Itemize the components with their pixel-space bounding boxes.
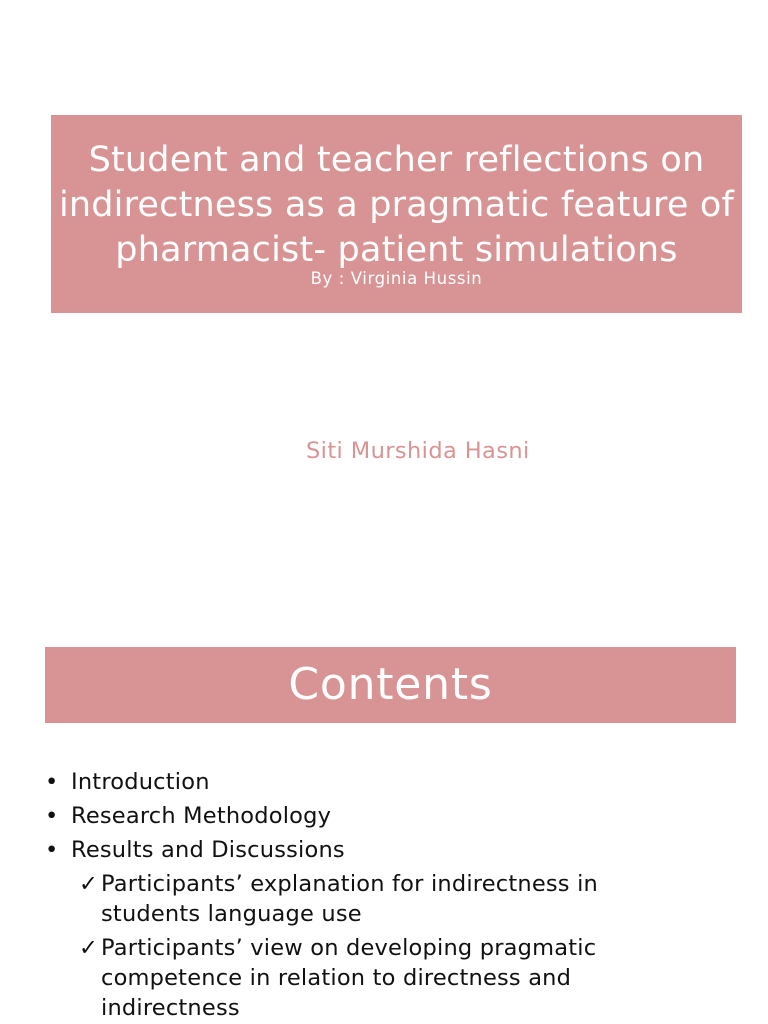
list-item [45, 801, 745, 831]
presenter-name: Siti Murshida Hasni [306, 438, 530, 464]
checkmark-icon: ✓ [79, 935, 99, 961]
slide-title: Student and teacher reflections on indirectness as a pragmatic feature of pharmacist- patient simulations [58, 140, 735, 270]
list-item-label: Research Methodology [71, 803, 332, 829]
contents-banner [45, 647, 736, 723]
bullet-dot-icon: • [45, 837, 59, 863]
list-item-label: Introduction [71, 769, 210, 795]
checkmark-icon: ✓ [79, 871, 99, 897]
sub-list-item [45, 869, 745, 929]
contents-heading: Contents [288, 659, 493, 710]
sub-list-item [45, 933, 745, 1023]
list-item-label: Results and Discussions [71, 837, 345, 863]
author-byline: By : Virginia Hussin [310, 269, 483, 288]
bullet-dot-icon: • [45, 803, 59, 829]
sub-list-item-label: Participants’ explanation for indirectness in students language use [101, 871, 598, 927]
sub-list-item-label: Participants’ view on developing pragmatic competence in relation to directness and indirectness [101, 935, 597, 1021]
contents-list [45, 767, 745, 1024]
list-item [45, 835, 745, 865]
list-item [45, 767, 745, 797]
bullet-dot-icon: • [45, 769, 59, 795]
title-banner [51, 115, 742, 313]
